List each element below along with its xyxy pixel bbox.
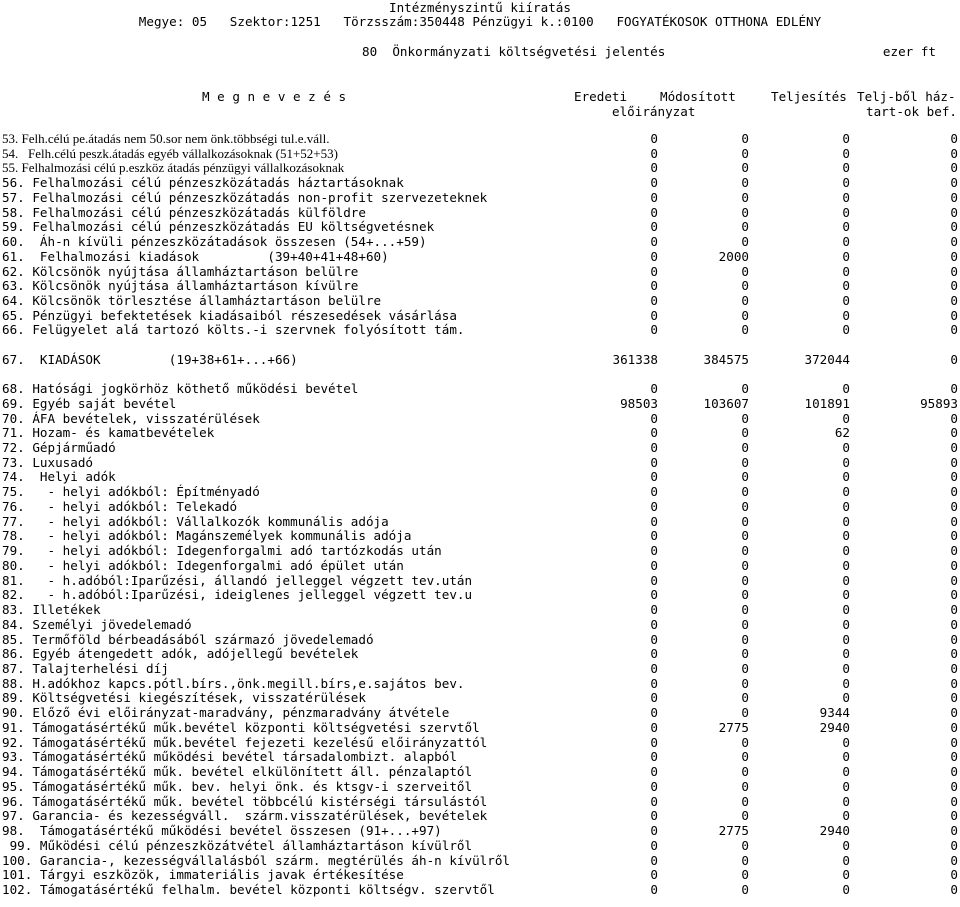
row-label: 89. Költségvetési kiegészítések, visszatérülések bbox=[2, 690, 366, 705]
row-value-c4: 0 bbox=[950, 308, 958, 323]
row-value-c3: 101891 bbox=[804, 396, 850, 411]
row-label: 53. Felh.célú pe.átadás nem 50.sor nem önk.többségi tul.e.váll. bbox=[2, 131, 330, 146]
row-value-c4: 0 bbox=[950, 720, 958, 735]
row-value-c3: 0 bbox=[842, 131, 850, 146]
row-value-c2: 0 bbox=[741, 646, 749, 661]
row-label: 102. Támogatásértékű felhalm. bevétel központi költségv. szervtől bbox=[2, 882, 495, 897]
row-value-c4: 0 bbox=[950, 411, 958, 426]
row-label: 69. Egyéb saját bevétel bbox=[2, 396, 177, 411]
row-value-c1: 0 bbox=[650, 249, 658, 264]
row-value-c4: 0 bbox=[950, 234, 958, 249]
row-value-c4: 0 bbox=[950, 528, 958, 543]
row-value-c2: 0 bbox=[741, 853, 749, 868]
row-value-c2: 0 bbox=[741, 587, 749, 602]
row-value-c4: 0 bbox=[950, 425, 958, 440]
row-value-c1: 0 bbox=[650, 853, 658, 868]
row-value-c3: 0 bbox=[842, 528, 850, 543]
row-value-c1: 0 bbox=[650, 264, 658, 279]
row-value-c2: 0 bbox=[741, 690, 749, 705]
row-value-c2: 0 bbox=[741, 617, 749, 632]
row-value-c1: 361338 bbox=[612, 352, 658, 367]
row-value-c1: 0 bbox=[650, 705, 658, 720]
row-value-c1: 0 bbox=[650, 882, 658, 897]
row-label: 87. Talajterhelési díj bbox=[2, 661, 169, 676]
row-label: 61. Felhalmozási kiadások (39+40+41+48+60) bbox=[2, 249, 389, 264]
row-value-c2: 0 bbox=[741, 676, 749, 691]
header-identifiers: Megye: 05 Szektor:1251 Törzsszám:350448 Pénzügyi k.:0100 FOGYATÉKOSOK OTTHONA EDLÉNY bbox=[138, 14, 822, 29]
row-value-c4: 0 bbox=[950, 882, 958, 897]
unit-label: ezer ft bbox=[882, 44, 936, 59]
row-value-c2: 0 bbox=[741, 882, 749, 897]
row-value-c3: 0 bbox=[842, 440, 850, 455]
row-label: 71. Hozam- és kamatbevételek bbox=[2, 425, 215, 440]
row-value-c4: 0 bbox=[950, 764, 958, 779]
row-value-c4: 0 bbox=[950, 558, 958, 573]
row-label: 66. Felügyelet alá tartozó költs.-i szervnek folyósított tám. bbox=[2, 322, 465, 337]
row-value-c3: 0 bbox=[842, 558, 850, 573]
row-value-c4: 0 bbox=[950, 808, 958, 823]
row-value-c2: 0 bbox=[741, 632, 749, 647]
row-label: 85. Termőföld bérbeadásából származó jövedelemadó bbox=[2, 632, 374, 647]
column-header-modified-sub: előirányzat bbox=[612, 104, 696, 119]
row-value-c2: 384575 bbox=[703, 352, 749, 367]
row-value-c1: 0 bbox=[650, 205, 658, 220]
row-value-c3: 0 bbox=[842, 617, 850, 632]
row-value-c3: 0 bbox=[842, 499, 850, 514]
row-value-c3: 0 bbox=[842, 411, 850, 426]
row-value-c2: 0 bbox=[741, 749, 749, 764]
row-value-c4: 0 bbox=[950, 838, 958, 853]
row-value-c2: 0 bbox=[741, 160, 749, 175]
row-value-c1: 0 bbox=[650, 808, 658, 823]
row-value-c2: 103607 bbox=[703, 396, 749, 411]
row-label: 101. Tárgyi eszközök, immateriális javak értékesítése bbox=[2, 867, 404, 882]
row-value-c3: 0 bbox=[842, 484, 850, 499]
row-value-c4: 0 bbox=[950, 779, 958, 794]
row-value-c1: 0 bbox=[650, 175, 658, 190]
row-value-c2: 0 bbox=[741, 190, 749, 205]
row-value-c2: 0 bbox=[741, 469, 749, 484]
row-value-c3: 0 bbox=[842, 381, 850, 396]
row-value-c2: 2775 bbox=[718, 823, 749, 838]
row-value-c4: 0 bbox=[950, 278, 958, 293]
row-value-c1: 0 bbox=[650, 322, 658, 337]
row-value-c1: 0 bbox=[650, 499, 658, 514]
row-value-c3: 0 bbox=[842, 632, 850, 647]
row-value-c1: 0 bbox=[650, 425, 658, 440]
column-header-actual: Teljesítés bbox=[771, 89, 847, 104]
row-value-c4: 0 bbox=[950, 735, 958, 750]
row-value-c2: 0 bbox=[741, 661, 749, 676]
row-value-c4: 0 bbox=[950, 469, 958, 484]
row-value-c1: 0 bbox=[650, 558, 658, 573]
row-label: 97. Garancia- és kezességváll. szárm.visszatérülések, bevételek bbox=[2, 808, 488, 823]
row-value-c2: 0 bbox=[741, 308, 749, 323]
row-value-c2: 0 bbox=[741, 514, 749, 529]
row-value-c3: 0 bbox=[842, 867, 850, 882]
row-value-c3: 0 bbox=[842, 175, 850, 190]
row-value-c4: 0 bbox=[950, 499, 958, 514]
row-label: 84. Személyi jövedelemadó bbox=[2, 617, 192, 632]
column-header-household-sub: tart-ok bef. bbox=[866, 104, 957, 119]
row-value-c2: 0 bbox=[741, 779, 749, 794]
row-value-c3: 0 bbox=[842, 249, 850, 264]
row-value-c4: 0 bbox=[950, 440, 958, 455]
row-label: 73. Luxusadó bbox=[2, 455, 93, 470]
row-label: 72. Gépjárműadó bbox=[2, 440, 116, 455]
row-value-c2: 0 bbox=[741, 131, 749, 146]
row-value-c3: 0 bbox=[842, 661, 850, 676]
row-label: 78. - helyi adókból: Magánszemélyek kommunális adója bbox=[2, 528, 412, 543]
row-value-c4: 0 bbox=[950, 823, 958, 838]
row-value-c2: 0 bbox=[741, 381, 749, 396]
row-label: 76. - helyi adókból: Telekadó bbox=[2, 499, 238, 514]
row-value-c1: 0 bbox=[650, 381, 658, 396]
row-value-c1: 0 bbox=[650, 543, 658, 558]
row-label: 79. - helyi adókból: Idegenforgalmi adó tartózkodás után bbox=[2, 543, 442, 558]
row-value-c2: 0 bbox=[741, 558, 749, 573]
row-value-c3: 0 bbox=[842, 160, 850, 175]
row-label: 57. Felhalmozási célú pénzeszközátadás non-profit szervezeteknek bbox=[2, 190, 488, 205]
row-value-c3: 0 bbox=[842, 853, 850, 868]
row-value-c3: 0 bbox=[842, 190, 850, 205]
row-value-c4: 0 bbox=[950, 676, 958, 691]
row-label: 96. Támogatásértékű műk. bevétel többcélú kistérségi társulástól bbox=[2, 794, 488, 809]
row-value-c3: 0 bbox=[842, 882, 850, 897]
row-value-c2: 0 bbox=[741, 764, 749, 779]
row-value-c3: 9344 bbox=[819, 705, 850, 720]
row-label: 56. Felhalmozási célú pénzeszközátadás háztartásoknak bbox=[2, 175, 404, 190]
row-label: 100. Garancia-, kezességvállalásból szárm. megtérülés áh-n kívülről bbox=[2, 853, 510, 868]
row-value-c3: 0 bbox=[842, 219, 850, 234]
row-value-c1: 0 bbox=[650, 234, 658, 249]
row-value-c1: 0 bbox=[650, 528, 658, 543]
row-value-c2: 0 bbox=[741, 205, 749, 220]
row-label: 98. Támogatásértékű működési bevétel összesen (91+...+97) bbox=[2, 823, 442, 838]
row-label: 81. - h.adóból:Iparűzési, állandó jelleggel végzett tev.után bbox=[2, 573, 473, 588]
row-label: 90. Előző évi előirányzat-maradvány, pénzmaradvány átvétele bbox=[2, 705, 450, 720]
row-value-c4: 0 bbox=[950, 867, 958, 882]
row-value-c3: 0 bbox=[842, 735, 850, 750]
row-value-c1: 0 bbox=[650, 690, 658, 705]
row-value-c2: 0 bbox=[741, 838, 749, 853]
row-value-c4: 0 bbox=[950, 322, 958, 337]
row-value-c4: 0 bbox=[950, 484, 958, 499]
row-value-c1: 0 bbox=[650, 455, 658, 470]
row-label: 68. Hatósági jogkörhöz köthető működési bevétel bbox=[2, 381, 359, 396]
row-value-c1: 0 bbox=[650, 131, 658, 146]
row-value-c2: 0 bbox=[741, 543, 749, 558]
row-value-c4: 0 bbox=[950, 617, 958, 632]
row-label: 91. Támogatásértékű műk.bevétel központi költségvetési szervtől bbox=[2, 720, 480, 735]
row-value-c2: 0 bbox=[741, 175, 749, 190]
row-value-c1: 0 bbox=[650, 661, 658, 676]
row-value-c2: 0 bbox=[741, 146, 749, 161]
row-value-c3: 0 bbox=[842, 234, 850, 249]
row-value-c1: 0 bbox=[650, 676, 658, 691]
row-value-c4: 0 bbox=[950, 146, 958, 161]
row-value-c3: 0 bbox=[842, 146, 850, 161]
row-label: 64. Kölcsönök törlesztése államháztartáson belülre bbox=[2, 293, 382, 308]
row-value-c4: 0 bbox=[950, 661, 958, 676]
report-name: 80 Önkormányzati költségvetési jelentés bbox=[362, 44, 666, 59]
row-value-c3: 2940 bbox=[819, 823, 850, 838]
row-label: 86. Egyéb átengedett adók, adójellegű bevételek bbox=[2, 646, 359, 661]
row-value-c4: 0 bbox=[950, 514, 958, 529]
row-value-c3: 0 bbox=[842, 779, 850, 794]
row-value-c4: 0 bbox=[950, 543, 958, 558]
row-value-c2: 0 bbox=[741, 602, 749, 617]
row-value-c1: 0 bbox=[650, 219, 658, 234]
row-value-c2: 2000 bbox=[718, 249, 749, 264]
row-value-c4: 0 bbox=[950, 293, 958, 308]
row-value-c4: 0 bbox=[950, 853, 958, 868]
row-value-c1: 0 bbox=[650, 146, 658, 161]
row-value-c1: 0 bbox=[650, 573, 658, 588]
row-value-c3: 372044 bbox=[804, 352, 850, 367]
row-value-c1: 0 bbox=[650, 484, 658, 499]
row-label: 83. Illetékek bbox=[2, 602, 101, 617]
row-label: 67. KIADÁSOK (19+38+61+...+66) bbox=[2, 352, 298, 367]
row-value-c2: 0 bbox=[741, 528, 749, 543]
row-value-c3: 0 bbox=[842, 469, 850, 484]
row-value-c3: 0 bbox=[842, 322, 850, 337]
row-value-c1: 0 bbox=[650, 587, 658, 602]
row-value-c1: 0 bbox=[650, 514, 658, 529]
row-value-c4: 0 bbox=[950, 264, 958, 279]
row-value-c1: 0 bbox=[650, 190, 658, 205]
row-value-c3: 0 bbox=[842, 808, 850, 823]
row-value-c3: 2940 bbox=[819, 720, 850, 735]
row-value-c4: 0 bbox=[950, 205, 958, 220]
row-value-c3: 0 bbox=[842, 587, 850, 602]
row-value-c4: 0 bbox=[950, 632, 958, 647]
row-value-c2: 0 bbox=[741, 867, 749, 882]
row-label: 92. Támogatásértékű műk.bevétel fejezeti kezelésű előirányzattól bbox=[2, 735, 488, 750]
row-value-c4: 0 bbox=[950, 690, 958, 705]
row-value-c2: 0 bbox=[741, 322, 749, 337]
row-value-c1: 0 bbox=[650, 838, 658, 853]
row-value-c1: 0 bbox=[650, 411, 658, 426]
row-value-c2: 0 bbox=[741, 264, 749, 279]
row-label: 70. ÁFA bevételek, visszatérülések bbox=[2, 411, 260, 426]
row-label: 77. - helyi adókból: Vállalkozók kommunális adója bbox=[2, 514, 389, 529]
row-label: 99. Működési célú pénzeszközátvétel államháztartáson kívülről bbox=[2, 838, 473, 853]
row-value-c1: 0 bbox=[650, 794, 658, 809]
row-value-c4: 0 bbox=[950, 794, 958, 809]
row-value-c3: 0 bbox=[842, 646, 850, 661]
row-value-c2: 0 bbox=[741, 293, 749, 308]
row-value-c3: 0 bbox=[842, 278, 850, 293]
row-value-c1: 0 bbox=[650, 440, 658, 455]
row-value-c1: 0 bbox=[650, 720, 658, 735]
row-value-c1: 0 bbox=[650, 278, 658, 293]
row-value-c1: 0 bbox=[650, 293, 658, 308]
row-value-c2: 2775 bbox=[718, 720, 749, 735]
row-label: 55. Felhalmozási célú p.eszköz átadás pénzügyi vállalkozásoknak bbox=[2, 160, 345, 175]
row-value-c1: 0 bbox=[650, 764, 658, 779]
row-value-c2: 0 bbox=[741, 411, 749, 426]
row-value-c3: 0 bbox=[842, 293, 850, 308]
row-value-c4: 0 bbox=[950, 160, 958, 175]
column-header-household: Telj-ből ház- bbox=[857, 89, 956, 104]
row-value-c1: 0 bbox=[650, 602, 658, 617]
row-value-c4: 0 bbox=[950, 646, 958, 661]
row-value-c4: 0 bbox=[950, 131, 958, 146]
row-value-c2: 0 bbox=[741, 455, 749, 470]
row-value-c2: 0 bbox=[741, 234, 749, 249]
row-value-c3: 0 bbox=[842, 264, 850, 279]
row-value-c2: 0 bbox=[741, 425, 749, 440]
row-value-c3: 0 bbox=[842, 514, 850, 529]
row-value-c3: 0 bbox=[842, 205, 850, 220]
row-label: 54. Felh.célú peszk.átadás egyéb vállalkozásoknak (51+52+53) bbox=[2, 146, 338, 161]
row-value-c1: 0 bbox=[650, 749, 658, 764]
row-value-c1: 0 bbox=[650, 823, 658, 838]
row-value-c4: 95893 bbox=[920, 396, 958, 411]
row-value-c3: 0 bbox=[842, 602, 850, 617]
row-value-c2: 0 bbox=[741, 794, 749, 809]
column-header-name: M e g n e v e z é s bbox=[202, 89, 347, 104]
row-value-c1: 0 bbox=[650, 160, 658, 175]
header-title: Intézményszintű kiíratás bbox=[389, 0, 571, 15]
row-label: 62. Kölcsönök nyújtása államháztartáson belülre bbox=[2, 264, 359, 279]
row-value-c3: 0 bbox=[842, 690, 850, 705]
row-value-c1: 0 bbox=[650, 779, 658, 794]
row-value-c1: 0 bbox=[650, 469, 658, 484]
row-value-c1: 0 bbox=[650, 735, 658, 750]
row-value-c4: 0 bbox=[950, 219, 958, 234]
row-value-c4: 0 bbox=[950, 190, 958, 205]
row-label: 58. Felhalmozási célú pénzeszközátadás külföldre bbox=[2, 205, 366, 220]
row-label: 63. Kölcsönök nyújtása államháztartáson kívülre bbox=[2, 278, 359, 293]
row-value-c1: 0 bbox=[650, 867, 658, 882]
row-value-c4: 0 bbox=[950, 249, 958, 264]
row-value-c1: 0 bbox=[650, 617, 658, 632]
row-value-c4: 0 bbox=[950, 352, 958, 367]
row-value-c3: 0 bbox=[842, 543, 850, 558]
row-label: 75. - helyi adókból: Építményadó bbox=[2, 484, 260, 499]
row-label: 80. - helyi adókból: Idegenforgalmi adó épület után bbox=[2, 558, 404, 573]
row-value-c2: 0 bbox=[741, 219, 749, 234]
row-value-c3: 0 bbox=[842, 794, 850, 809]
row-label: 88. H.adókhoz kapcs.pótl.bírs.,önk.megill.bírs,e.sajátos bev. bbox=[2, 676, 465, 691]
row-value-c2: 0 bbox=[741, 808, 749, 823]
row-value-c4: 0 bbox=[950, 455, 958, 470]
row-label: 93. Támogatásértékű működési bevétel társadalombizt. alapból bbox=[2, 749, 457, 764]
row-value-c3: 0 bbox=[842, 455, 850, 470]
row-value-c3: 0 bbox=[842, 749, 850, 764]
row-value-c4: 0 bbox=[950, 573, 958, 588]
row-label: 60. Áh-n kívüli pénzeszközátadások összesen (54+...+59) bbox=[2, 234, 427, 249]
row-value-c4: 0 bbox=[950, 602, 958, 617]
row-label: 65. Pénzügyi befektetések kiadásaiból részesedések vásárlása bbox=[2, 308, 457, 323]
row-value-c4: 0 bbox=[950, 175, 958, 190]
row-label: 74. Helyi adók bbox=[2, 469, 116, 484]
row-value-c1: 98503 bbox=[620, 396, 658, 411]
row-value-c2: 0 bbox=[741, 573, 749, 588]
row-value-c2: 0 bbox=[741, 278, 749, 293]
row-value-c3: 62 bbox=[834, 425, 850, 440]
row-value-c1: 0 bbox=[650, 646, 658, 661]
row-value-c3: 0 bbox=[842, 764, 850, 779]
row-value-c2: 0 bbox=[741, 440, 749, 455]
row-value-c3: 0 bbox=[842, 676, 850, 691]
row-value-c4: 0 bbox=[950, 749, 958, 764]
row-value-c2: 0 bbox=[741, 499, 749, 514]
row-value-c1: 0 bbox=[650, 632, 658, 647]
row-value-c4: 0 bbox=[950, 587, 958, 602]
row-value-c1: 0 bbox=[650, 308, 658, 323]
row-label: 59. Felhalmozási célú pénzeszközátadás EU költségvetésnek bbox=[2, 219, 435, 234]
row-label: 94. Támogatásértékű műk. bevétel elkülönített áll. pénzalaptól bbox=[2, 764, 473, 779]
row-value-c4: 0 bbox=[950, 381, 958, 396]
row-value-c3: 0 bbox=[842, 308, 850, 323]
row-label: 95. Támogatásértékű műk. bev. helyi önk. és ktsgv-i szerveitől bbox=[2, 779, 473, 794]
row-value-c4: 0 bbox=[950, 705, 958, 720]
row-value-c2: 0 bbox=[741, 735, 749, 750]
column-header-modified: Módosított bbox=[660, 89, 736, 104]
row-value-c3: 0 bbox=[842, 838, 850, 853]
column-header-original: Eredeti bbox=[574, 89, 628, 104]
row-value-c3: 0 bbox=[842, 573, 850, 588]
row-label: 82. - h.adóból:Iparűzési, ideiglenes jelleggel végzett tev.u bbox=[2, 587, 473, 602]
row-value-c2: 0 bbox=[741, 484, 749, 499]
row-value-c2: 0 bbox=[741, 705, 749, 720]
